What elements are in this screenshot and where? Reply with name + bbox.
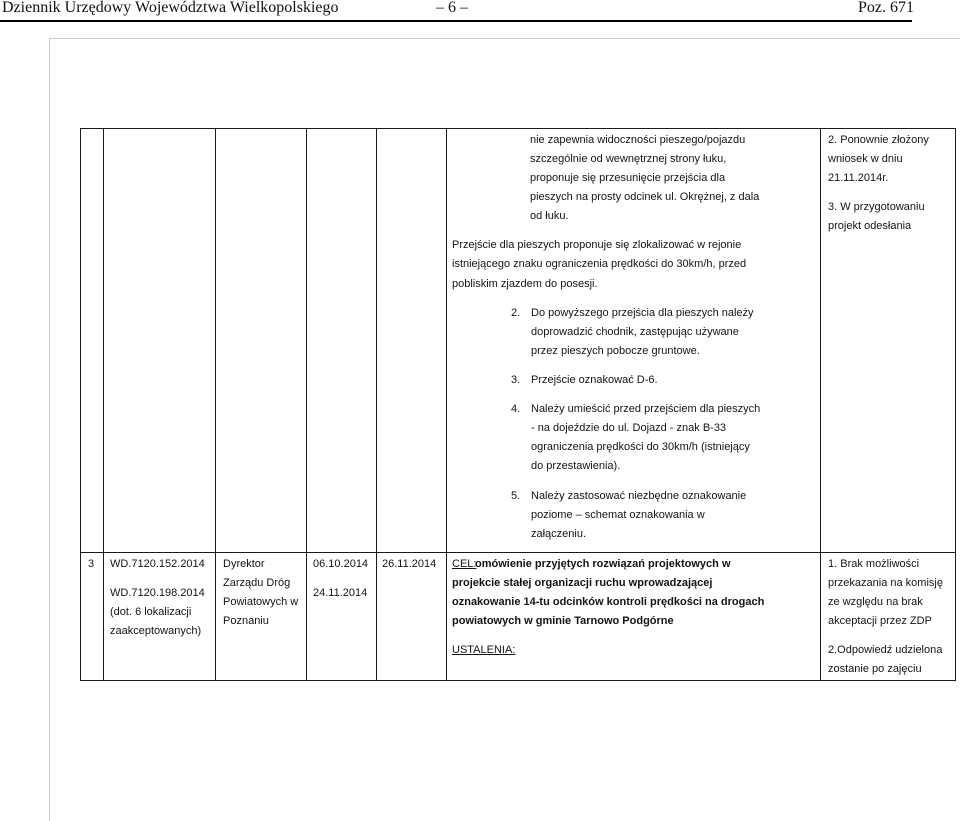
status-line: akceptacji przez ZDP — [828, 615, 932, 627]
table-col-line-4 — [376, 128, 377, 681]
header-rule — [0, 20, 912, 22]
desc-line: ograniczenia prędkości do 30km/h (istniejący — [531, 441, 750, 453]
desc-line: nie zapewnia widoczności pieszego/pojazdu — [530, 134, 746, 146]
position-number: Poz. 671 — [858, 0, 914, 16]
table-col-line-6 — [820, 128, 821, 681]
status-line: 2. Ponownie złożony — [828, 134, 929, 146]
table-line-top — [80, 128, 956, 129]
desc-line: do przestawienia). — [531, 460, 621, 472]
table-col-line-7 — [955, 128, 956, 681]
status-line: przekazania na komisję — [828, 577, 943, 589]
applicant-line: Dyrektor — [223, 558, 265, 570]
list-number: 4. — [511, 403, 521, 415]
scanned-page — [49, 38, 960, 821]
desc-line: Należy zastosować niezbędne oznakowanie — [531, 490, 747, 502]
applicant-line: Zarządu Dróg — [223, 577, 291, 589]
status-line: 1. Brak możliwości — [828, 558, 920, 570]
table-col-line-1 — [103, 128, 104, 681]
desc-line: Przejście oznakować D-6. — [531, 374, 658, 386]
date-received: 06.10.2014 — [313, 558, 369, 570]
desc-line: od łuku. — [530, 210, 569, 222]
applicant-line: Powiatowych w — [223, 596, 299, 608]
status-line: ze względu na brak — [828, 596, 923, 608]
cel-line: powiatowych w gminie Tarnowo Podgórne — [452, 615, 674, 627]
desc-line: Należy umieścić przed przejściem dla pieszych — [531, 403, 761, 415]
desc-line: Przejście dla pieszych proponuje się zlokalizować w rejonie — [452, 239, 742, 251]
signature-line: WD.7120.152.2014 — [110, 558, 205, 570]
desc-line: przez pieszych pobocze gruntowe. — [531, 345, 700, 357]
page-number: – 6 – — [436, 0, 468, 16]
desc-line: szczególnie od wewnętrznej strony łuku, — [530, 153, 727, 165]
desc-line: Do powyższego przejścia dla pieszych należy — [531, 307, 754, 319]
desc-line: doprowadzić chodnik, zastępując używane — [531, 326, 739, 338]
page-header — [0, 0, 960, 24]
table-col-line-3 — [306, 128, 307, 681]
signature-line: zaakceptowanych) — [110, 625, 202, 637]
status-line: wniosek w dniu — [828, 153, 903, 165]
table-col-line-5 — [446, 128, 447, 681]
desc-line: istniejącego znaku ograniczenia prędkości do 30km/h, przed — [452, 258, 747, 270]
signature-line: WD.7120.198.2014 — [110, 587, 205, 599]
applicant-line: Poznaniu — [223, 615, 269, 627]
status-line: projekt odesłania — [828, 220, 912, 232]
desc-line: proponuje się przesunięcie przejścia dla — [530, 172, 726, 184]
row-number: 3 — [88, 558, 95, 570]
scan-edge-top — [49, 38, 960, 39]
status-line: 3. W przygotowaniu — [828, 201, 925, 213]
table-line-row-divider — [80, 552, 956, 553]
list-number: 2. — [511, 307, 521, 319]
table-line-bottom — [80, 680, 956, 681]
table-col-line-0 — [80, 128, 81, 681]
list-number: 3. — [511, 374, 521, 386]
list-number: 5. — [511, 490, 521, 502]
scan-edge-left — [49, 38, 50, 821]
cel-label: CEL: — [452, 558, 477, 570]
cel-line: projekcie stałej organizacji ruchu wprowadzającej — [452, 577, 713, 589]
table-col-line-2 — [215, 128, 216, 681]
cel-line: omówienie przyjętych rozwiązań projektowych w — [475, 558, 731, 570]
status-line: 2.Odpowiedź udzielona — [828, 644, 943, 656]
journal-title: Dziennik Urzędowy Województwa Wielkopolskiego — [2, 0, 339, 16]
cel-line: oznakowanie 14-tu odcinków kontroli prędkości na drogach — [452, 596, 765, 608]
desc-line: pobliskim zjazdem do posesji. — [452, 278, 598, 290]
status-line: 21.11.2014r. — [828, 172, 889, 184]
date-received: 24.11.2014 — [313, 587, 368, 599]
desc-line: pieszych na prosty odcinek ul. Okrężnej, z dala — [530, 191, 760, 203]
desc-line: załączeniu. — [531, 528, 587, 540]
date-meeting: 26.11.2014 — [382, 558, 437, 570]
desc-line: poziome – schemat oznakowania w — [531, 509, 705, 521]
ustalenia-label: USTALENIA: — [452, 644, 516, 656]
desc-line: - na dojeździe do ul. Dojazd - znak B-33 — [531, 422, 727, 434]
status-line: zostanie po zajęciu — [828, 663, 922, 675]
signature-line: (dot. 6 lokalizacji — [110, 606, 192, 618]
